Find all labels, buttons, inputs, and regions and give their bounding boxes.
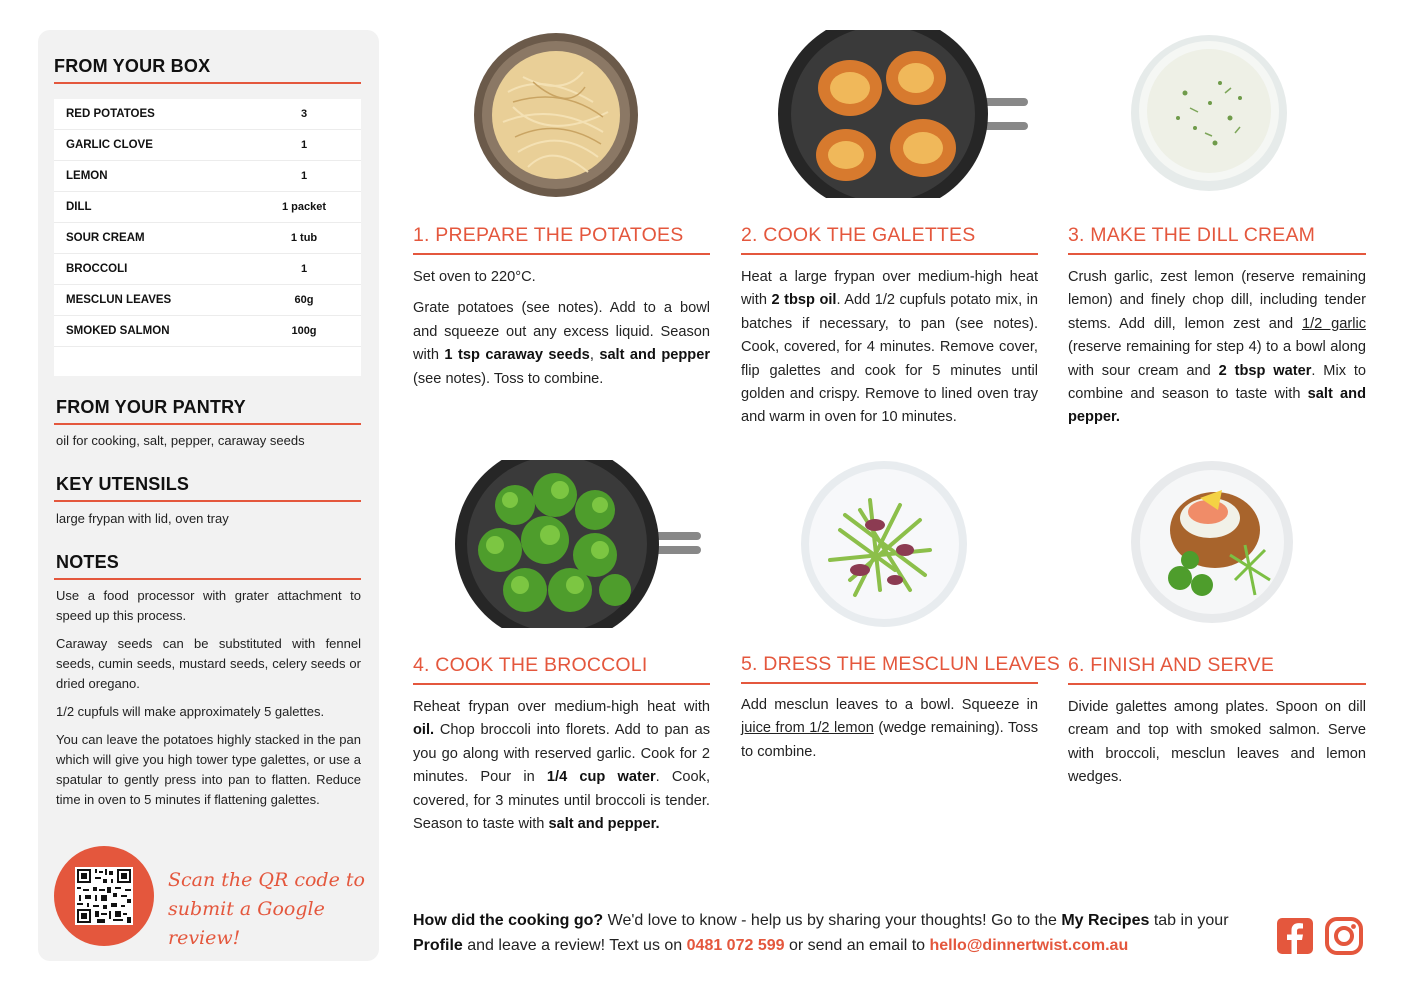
ingredient-row [54, 130, 361, 161]
ingredient-qty: 1 packet [281, 201, 327, 213]
qr-caption [168, 866, 368, 953]
divider [1068, 253, 1366, 255]
step-text: Add mesclun leaves to a bowl. Squeeze in juice from 1/2 lemon (wedge remaining). Toss to combine. [741, 697, 1038, 760]
step-2-title: 2. COOK THE GALETTES [741, 224, 976, 246]
ingredient-row [54, 316, 361, 347]
notes-heading: NOTES [56, 552, 120, 572]
notes-list [56, 586, 361, 818]
step-text: Heat a large frypan over medium-high heat with 2 tbsp oil. Add 1/2 cupfuls potato mix, in batches if necessary, to pan (see notes). Cook, covered, for 4 minutes. Remove cover, flip galettes and cook for 5 minutes until golden and crispy. Remove to lined oven tray and warm in oven for 10 minutes. [741, 269, 1038, 426]
ingredient-row [54, 254, 361, 285]
feedback-footer: How did the cooking go? We'd love to know - help us by sharing your thoughts! Go to the My Recipes tab in your Profile and leave a review! Text us on 0481 072 599 or send an email to hello@dinnertwist.com.au [413, 912, 1229, 954]
key-utensils-heading: KEY UTENSILS [56, 474, 190, 494]
ingredient-qty: 60g [294, 294, 314, 306]
my-recipes-label: My Recipes [1061, 912, 1150, 929]
ingredient-table [54, 99, 361, 376]
divider [54, 423, 361, 425]
ingredient-qty: 1 [300, 139, 308, 151]
instagram-icon[interactable] [1325, 917, 1363, 955]
ingredient-name: SMOKED SALMON [66, 325, 170, 337]
email-link[interactable]: hello@dinnertwist.com.au [929, 937, 1129, 954]
step-3-body [1068, 266, 1366, 438]
step-6-title: 6. FINISH AND SERVE [1068, 654, 1275, 676]
note-item: You can leave the potatoes highly stacked in the pan which will give you high tower type galettes, or use a spatular to gently press into pan to flatten. Reduce time in oven to 5 minutes if flattening galettes. [56, 732, 361, 807]
ingredient-row [54, 285, 361, 316]
qr-caption-line: Scan the QR code to [168, 869, 365, 891]
galettes-in-pan-image [778, 30, 1030, 198]
step-4-title: 4. COOK THE BROCCOLI [413, 654, 648, 676]
step-text: Divide galettes among plates. Spoon on dill cream and top with smoked salmon. Serve with broccoli, mesclun leaves and lemon wedges. [1068, 699, 1366, 786]
profile-label: Profile [413, 937, 463, 954]
mesclun-leaves-plate-image [800, 460, 968, 628]
qr-caption-line: submit a Google review! [168, 898, 325, 949]
ingredient-row [54, 99, 361, 130]
step-text: Crush garlic, zest lemon (reserve remaining lemon) and finely chop dill, including tender stems. Add dill, lemon zest and 1/2 garlic (reserve remaining for step 4) to a bowl along with sour cream and 2 tbsp water. Mix to combine and season to taste with salt and pepper. [1068, 269, 1367, 426]
ingredient-name: GARLIC CLOVE [66, 139, 153, 151]
note-item: 1/2 cupfuls will make approximately 5 galettes. [56, 704, 325, 719]
ingredient-name: LEMON [66, 170, 108, 182]
from-your-pantry-heading: FROM YOUR PANTRY [56, 397, 246, 417]
divider [54, 500, 361, 502]
ingredient-name: MESCLUN LEAVES [66, 294, 172, 306]
note-item: Caraway seeds can be substituted with fennel seeds, cumin seeds, mustard seeds, celery seeds or dried oregano. [56, 636, 361, 691]
divider [1068, 683, 1366, 685]
step-1-title: 1. PREPARE THE POTATOES [413, 224, 684, 246]
broccoli-in-pan-image [455, 460, 703, 628]
step-6-body [1068, 696, 1366, 798]
step-2-body [741, 266, 1038, 438]
grated-potato-bowl-image [473, 32, 639, 198]
pantry-text: oil for cooking, salt, pepper, caraway seeds [56, 433, 305, 448]
ingredient-qty: 3 [300, 108, 308, 120]
ingredient-name: DILL [66, 201, 92, 213]
ingredient-qty: 1 [300, 170, 308, 182]
divider [741, 682, 1038, 684]
phone-link[interactable]: 0481 072 599 [686, 937, 785, 954]
dill-cream-bowl-image [1130, 33, 1288, 193]
step-text: Grate potatoes (see notes). Add to a bowl and squeeze out any excess liquid. Season with 1 tsp caraway seeds, salt and pepper (see notes). Toss to combine. [413, 300, 710, 387]
step-5-title: 5. DRESS THE MESCLUN LEAVES [741, 653, 1060, 675]
ingredient-qty: 100g [291, 325, 317, 337]
qr-code-icon[interactable] [75, 867, 133, 925]
step-text: Reheat frypan over medium-high heat with oil. Chop broccoli into florets. Add to pan as you go along with reserved garlic. Cook for 2 minutes. Pour in 1/4 cup water. Cook, covered, for 3 minutes until broccoli is tender. Season to taste with salt and pepper. [413, 699, 711, 833]
divider [413, 683, 710, 685]
step-text: Set oven to 220°C. [413, 269, 536, 285]
footer-question: How did the cooking go? [413, 912, 604, 929]
ingredient-name: RED POTATOES [66, 108, 155, 120]
ingredient-row [54, 223, 361, 254]
facebook-icon[interactable] [1276, 917, 1314, 955]
step-3-title: 3. MAKE THE DILL CREAM [1068, 224, 1316, 246]
ingredient-name: SOUR CREAM [66, 232, 145, 244]
plated-dish-image [1130, 460, 1294, 624]
ingredient-qty: 1 tub [290, 232, 318, 244]
divider [741, 253, 1038, 255]
note-item: Use a food processor with grater attachment to speed up this process. [56, 588, 361, 623]
divider [413, 253, 710, 255]
divider [54, 578, 361, 580]
ingredient-row [54, 161, 361, 192]
divider [54, 82, 361, 84]
step-4-body [413, 696, 710, 844]
ingredient-name: BROCCOLI [66, 263, 128, 275]
sidebar [38, 30, 379, 961]
ingredient-qty: 1 [300, 263, 308, 275]
from-your-box-heading: FROM YOUR BOX [54, 56, 211, 76]
step-1-body [413, 266, 710, 399]
qr-badge [54, 846, 154, 946]
step-5-body [741, 694, 1038, 772]
utensils-text: large frypan with lid, oven tray [56, 511, 229, 526]
ingredient-row [54, 192, 361, 223]
